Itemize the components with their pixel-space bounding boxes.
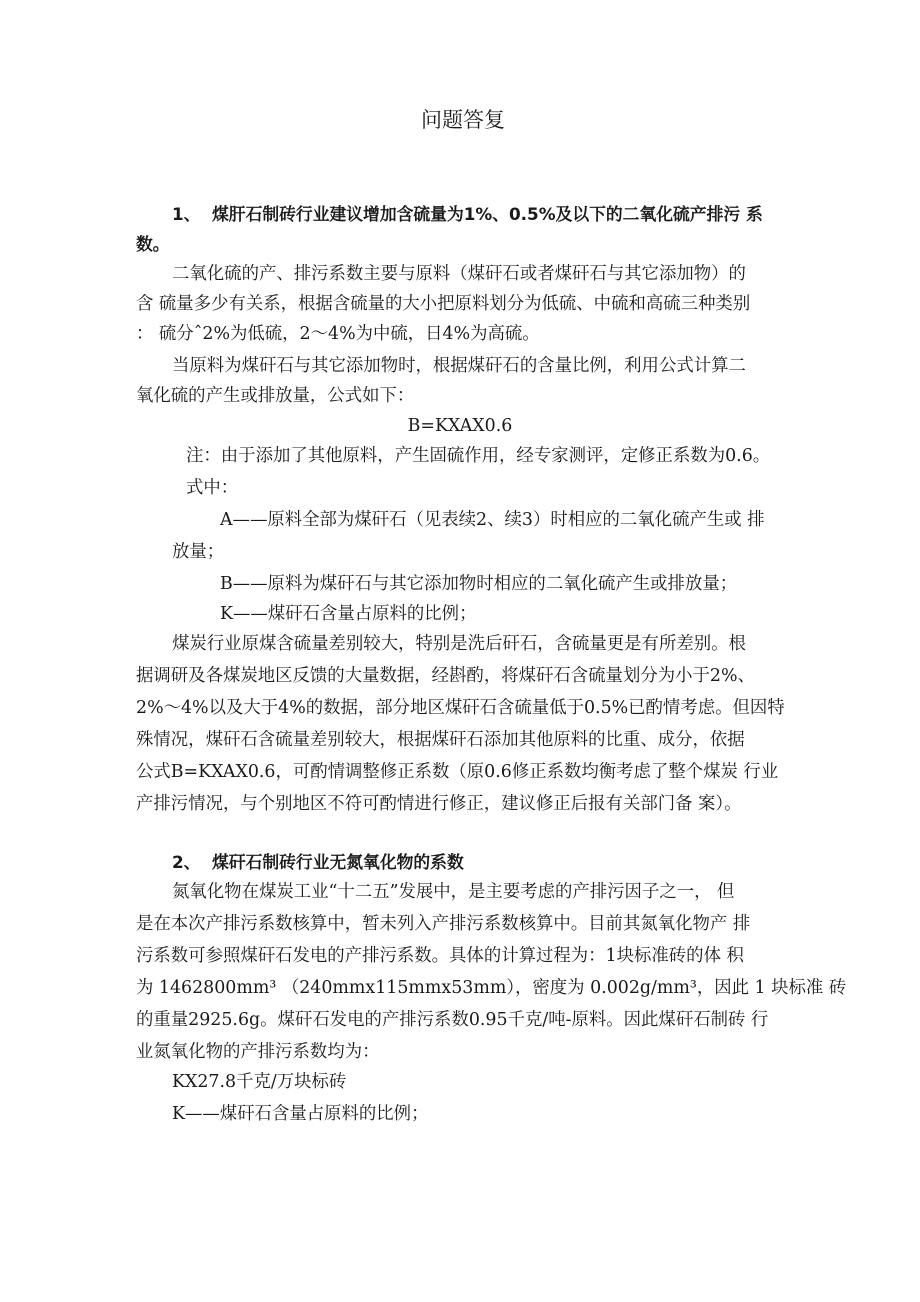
section1-paragraph3-line3: 2%～4%以及大于4%的数据，部分地区煤矸石含硫量低于0.5%已酌情考虑。但因特 <box>136 698 785 718</box>
section2-paragraph1-line2: 是在本次产排污系数核算中，暂未列入产排污系数核算中。目前其氮氧化物产 排 <box>136 914 751 934</box>
section2-formula: KX27.8千克/万块标砖 <box>172 1072 347 1092</box>
section1-heading-line2: 数。 <box>136 234 170 254</box>
section1-definition-a-line1: A——原料全部为煤矸石（见表续2、续3）时相应的二氧化硫产生或 排 <box>220 510 765 530</box>
section1-paragraph3-line2: 据调研及各煤炭地区反馈的大量数据，经斟酌，将煤矸石含硫量划分为小于2%、 <box>136 666 755 686</box>
section1-definition-k: K——煤矸石含量占原料的比例； <box>220 604 477 624</box>
page-title: 问题答复 <box>421 108 505 132</box>
section2-heading <box>172 850 464 874</box>
section1-heading-text: 煤肝石制砖行业建议增加含硫量为1%、0.5%及以下的二氧化硫产排污 系 <box>212 204 763 224</box>
section1-paragraph1-line3: ： 硫分ˆ2%为低硫，2～4%为中硫，日4%为高硫。 <box>136 324 540 344</box>
section1-paragraph3-line6: 产排污情况，与个别地区不符可酌情进行修正，建议修正后报有关部门备 案）。 <box>136 794 742 814</box>
section1-paragraph3-line5: 公式B=KXAX0.6，可酌情调整修正系数（原0.6修正系数均衡考虑了整个煤炭 行业 <box>136 762 779 782</box>
section2-number: 2、 <box>172 852 201 872</box>
section1-heading-line1 <box>172 202 763 226</box>
section2-paragraph1-line1: 氮氧化物在煤炭工业“十二五”发展中，是主要考虑的产排污因子之一， 但 <box>172 882 735 902</box>
section1-paragraph3-line4: 殊情况，煤矸石含硫量差别较大，根据煤矸石添加其他原料的比重、成分，依据 <box>136 730 745 750</box>
section1-number: 1、 <box>172 204 201 224</box>
section1-definition-b: B——原料为煤矸石与其它添加物时相应的二氧化硫产生或排放量； <box>220 574 738 594</box>
section2-paragraph1-line6: 业氮氧化物的产排污系数均为： <box>136 1042 380 1062</box>
section2-paragraph1-line5: 的重量2925.6g。煤矸石发电的产排污系数0.95千克/吨-原料。因此煤矸石制砖 行 <box>136 1010 769 1030</box>
section1-paragraph1-line1: 二氧化硫的产、排污系数主要与原料（煤矸石或者煤矸石与其它添加物）的 <box>172 264 746 284</box>
section1-note: 注：由于添加了其他原料，产生固硫作用，经专家测评，定修正系数为0.6。 <box>186 446 771 466</box>
section1-shizhong: 式中： <box>186 478 239 498</box>
section1-formula: B=KXAX0.6 <box>407 416 513 436</box>
section1-paragraph2-line2: 氧化硫的产生或排放量，公式如下： <box>136 386 415 406</box>
section1-paragraph1-line2: 含 硫量多少有关系，根据含硫量的大小把原料划分为低硫、中硫和高硫三种类别 <box>136 294 751 314</box>
section2-definition-k: K——煤矸石含量占原料的比例； <box>172 1104 429 1124</box>
section2-heading-text: 煤矸石制砖行业无氮氧化物的系数 <box>212 852 464 872</box>
section1-definition-a-line2: 放量； <box>172 542 225 562</box>
section2-paragraph1-line3: 污系数可参照煤矸石发电的产排污系数。具体的计算过程为：1块标准砖的体 积 <box>136 946 744 966</box>
section2-paragraph1-line4: 为 1462800mm³ （240mmx115mmx53mm），密度为 0.002g/mm³，因此 1 块标准 砖 <box>136 978 847 998</box>
section1-paragraph2-line1: 当原料为煤矸石与其它添加物时，根据煤矸石的含量比例，利用公式计算二 <box>172 356 746 376</box>
section1-paragraph3-line1: 煤炭行业原煤含硫量差别较大，特别是洗后矸石，含硫量更是有所差别。根 <box>172 634 746 654</box>
